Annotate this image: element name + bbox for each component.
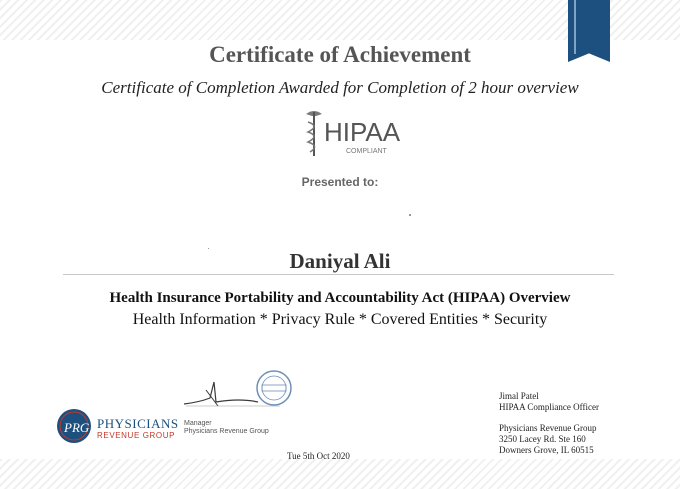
- manager-organization: Physicians Revenue Group: [184, 428, 269, 435]
- certificate-subtitle: Certificate of Completion Awarded for Completion of 2 hour overview: [101, 78, 579, 97]
- officer-address-line2: Downers Grove, IL 60515: [499, 445, 594, 455]
- svg-text:PRG: PRG: [64, 420, 90, 435]
- course-title: Health Insurance Portability and Accountability Act (HIPAA) Overview: [109, 290, 571, 306]
- hipaa-compliant-logo: [294, 108, 401, 164]
- divider-line: [63, 274, 614, 275]
- svg-text:HIPAA: HIPAA: [324, 117, 401, 147]
- officer-address-line1: 3250 Lacey Rd. Ste 160: [499, 434, 586, 444]
- svg-text:COMPLIANT: COMPLIANT: [346, 148, 387, 155]
- decorative-dot: [409, 214, 411, 216]
- prg-monogram-icon: [56, 408, 92, 444]
- officer-title: HIPAA Compliance Officer: [499, 402, 599, 412]
- caduceus-icon: [306, 111, 322, 156]
- issuer-name: PHYSICIANS: [97, 416, 179, 431]
- officer-name: Jimal Patel: [499, 391, 539, 401]
- issuer-subname: REVENUE GROUP: [97, 431, 176, 440]
- seal-stamp-icon: [257, 371, 291, 405]
- issue-date: Tue 5th Oct 2020: [287, 451, 350, 461]
- manager-title: Manager: [184, 420, 212, 427]
- officer-organization: Physicians Revenue Group: [499, 423, 597, 433]
- certificate-title: Certificate of Achievement: [209, 42, 471, 67]
- bottom-pattern-band: [0, 459, 680, 489]
- course-topics: Health Information * Privacy Rule * Covered Entities * Security: [132, 311, 548, 328]
- manager-signature-stamp: [180, 368, 310, 426]
- recipient-name: Daniyal Ali: [289, 249, 391, 273]
- presented-to-label: Presented to:: [301, 175, 379, 189]
